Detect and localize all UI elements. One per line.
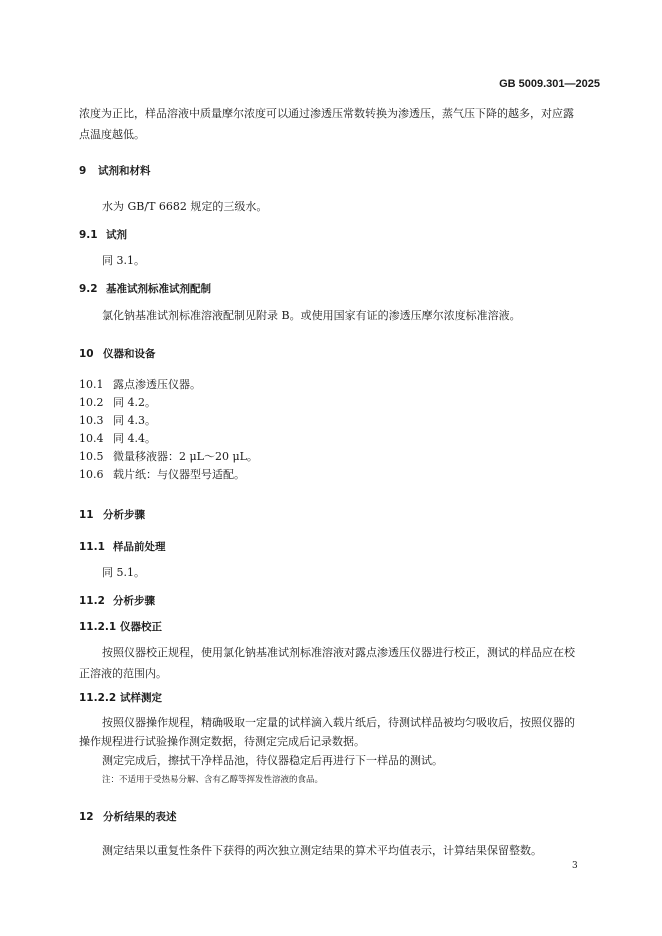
list-item: 10.1 露点渗透压仪器。 xyxy=(79,378,201,391)
section-number: 10 xyxy=(79,348,94,360)
section-title: 试样测定 xyxy=(120,692,162,704)
section-number: 11 xyxy=(79,509,94,521)
section-9-text: 水为 GB/T 6682 规定的三级水。 xyxy=(102,200,268,213)
section-title: 分析步骤 xyxy=(103,509,145,521)
section-9-1-heading xyxy=(79,227,127,242)
list-item: 10.2 同 4.2。 xyxy=(79,396,156,409)
section-number: 11.2 xyxy=(79,595,105,607)
section-title: 试剂和材料 xyxy=(98,165,151,177)
section-number: 11.2.1 xyxy=(79,621,117,633)
section-12-heading xyxy=(79,809,177,824)
section-title: 分析结果的表述 xyxy=(103,811,177,823)
section-11-1-text: 同 5.1。 xyxy=(102,566,145,579)
section-11-2-heading xyxy=(79,593,155,608)
list-item: 10.3 同 4.3。 xyxy=(79,414,156,427)
section-number: 11.1 xyxy=(79,541,105,553)
section-title: 仪器校正 xyxy=(120,621,162,633)
section-number: 9.1 xyxy=(79,229,98,241)
paragraph-line: 测定完成后，擦拭干净样品池，待仪器稳定后再进行下一样品的测试。 xyxy=(102,754,443,767)
section-title: 基准试剂标准试剂配制 xyxy=(106,283,211,295)
section-number: 11.2.2 xyxy=(79,692,117,704)
list-item: 10.6 载片纸：与仪器型号适配。 xyxy=(79,468,245,481)
paragraph-line: 正溶液的范围内。 xyxy=(79,667,167,680)
section-11-1-heading xyxy=(79,539,166,554)
intro-paragraph xyxy=(79,103,574,145)
section-number: 9.2 xyxy=(79,283,98,295)
section-9-2-heading xyxy=(79,281,211,296)
paragraph-line: 按照仪器操作规程，精确吸取一定量的试样滴入载片纸后，待测试样品被均匀吸收后，按照仪器的 xyxy=(102,716,575,729)
intro-line-1: 浓度为正比，样品溶液中质量摩尔浓度可以通过渗透压常数转换为渗透压，蒸气压下降的越多，对应露 xyxy=(79,107,574,120)
section-11-2-2-paragraph xyxy=(79,713,575,770)
intro-line-2: 点温度越低。 xyxy=(79,128,145,141)
page-number: 3 xyxy=(572,861,578,871)
equipment-list xyxy=(79,376,258,484)
paragraph-line: 按照仪器校正规程，使用氯化钠基准试剂标准溶液对露点渗透压仪器进行校正，测试的样品应在校 xyxy=(102,646,575,659)
section-number: 9 xyxy=(79,165,87,177)
section-9-2-text: 氯化钠基准试剂标准溶液配制见附录 B。或使用国家有证的渗透压摩尔浓度标准溶液。 xyxy=(102,309,521,322)
section-title: 试剂 xyxy=(106,229,127,241)
standard-number: GB 5009.301—2025 xyxy=(499,78,600,90)
section-10-heading xyxy=(79,346,156,361)
section-11-heading xyxy=(79,507,145,522)
section-11-2-1-paragraph xyxy=(79,642,575,684)
section-number: 12 xyxy=(79,811,94,823)
section-9-1-text: 同 3.1。 xyxy=(102,254,145,267)
section-title: 仪器和设备 xyxy=(103,348,156,360)
paragraph-line: 操作规程进行试验操作测定数据，待测定完成后记录数据。 xyxy=(79,735,365,748)
list-item: 10.5 微量移液器：2 μL～20 μL。 xyxy=(79,450,258,463)
section-11-2-1-heading xyxy=(79,619,162,634)
section-9-heading xyxy=(79,163,151,178)
list-item: 10.4 同 4.4。 xyxy=(79,432,156,445)
section-title: 分析步骤 xyxy=(113,595,155,607)
note-text: 注：不适用于受热易分解、含有乙醇等挥发性溶液的食品。 xyxy=(102,775,324,785)
section-title: 样品前处理 xyxy=(113,541,166,553)
section-11-2-2-heading xyxy=(79,690,162,705)
section-12-text: 测定结果以重复性条件下获得的两次独立测定结果的算术平均值表示，计算结果保留整数。 xyxy=(102,844,542,857)
